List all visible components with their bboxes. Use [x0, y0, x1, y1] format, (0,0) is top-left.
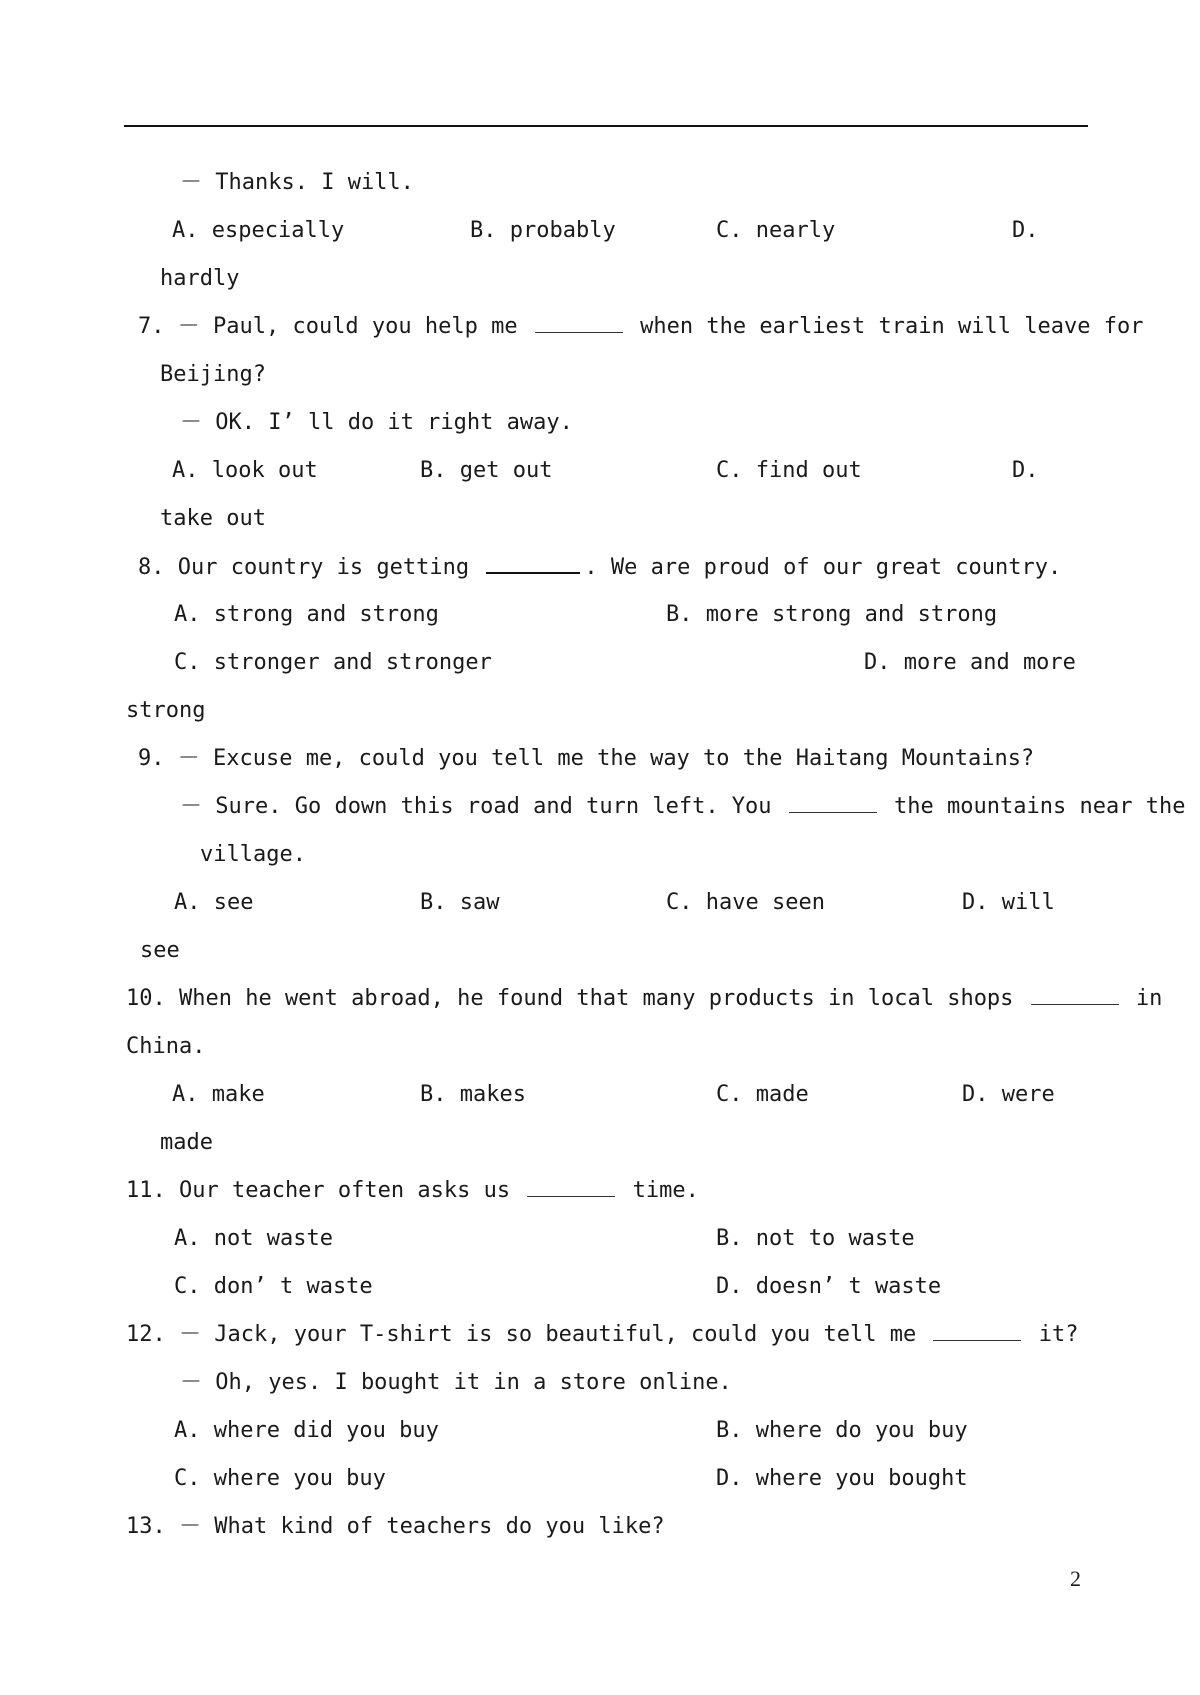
q12-option-b: B. where do you buy: [716, 1418, 968, 1443]
q7-option-b: B. get out: [420, 458, 553, 483]
q12-answer-blank: [933, 1320, 1021, 1341]
q7-reply: － OK. I’ ll do it right away.: [180, 410, 573, 435]
q9-option-b: B. saw: [420, 890, 500, 915]
q8-option-c: C. stronger and stronger: [174, 650, 492, 675]
q10-prompt-before: 10. When he went abroad, he found that many products in local shops: [126, 986, 1014, 1011]
q8-option-b: B. more strong and strong: [666, 602, 998, 627]
q9-reply-after: the mountains near the: [894, 794, 1186, 819]
q7-answer-blank: [535, 312, 623, 333]
q8-option-a: A. strong and strong: [174, 602, 439, 627]
q13-prompt: 13. － What kind of teachers do you like?: [126, 1514, 665, 1539]
q9-option-d: D. will: [962, 890, 1055, 915]
q11-option-b: B. not to waste: [716, 1226, 915, 1251]
q11-prompt-after: time.: [632, 1178, 699, 1203]
q9-option-c: C. have seen: [666, 890, 825, 915]
q10-option-b: B. makes: [420, 1082, 526, 1107]
q6-option-c: C. nearly: [716, 218, 836, 243]
q12-option-c: C. where you buy: [174, 1466, 386, 1491]
q6-option-a: A. especially: [172, 218, 345, 243]
q11-option-c: C. don’ t waste: [174, 1274, 373, 1299]
q8-prompt-before: 8. Our country is getting: [138, 555, 470, 580]
q9-reply: [180, 792, 1185, 822]
q10-option-d: D. were: [962, 1082, 1055, 1107]
q7-option-d-wrap: take out: [160, 506, 266, 531]
q7-option-c: C. find out: [716, 458, 862, 483]
q12-prompt: [126, 1320, 1078, 1350]
q12-option-d: D. where you bought: [716, 1466, 968, 1491]
q8-option-d-wrap: strong: [126, 698, 206, 723]
q7-prompt: [138, 312, 1143, 342]
page-number: 2: [1070, 1566, 1081, 1591]
q12-reply: － Oh, yes. I bought it in a store online.: [180, 1370, 732, 1395]
q7-option-d: D.: [1012, 458, 1039, 483]
q6-option-b: B. probably: [470, 218, 616, 243]
q12-option-a: A. where did you buy: [174, 1418, 439, 1443]
q11-answer-blank: [527, 1176, 615, 1197]
q10-option-c: C. made: [716, 1082, 809, 1107]
q6-option-d: D.: [1012, 218, 1039, 243]
q10-option-a: A. make: [172, 1082, 265, 1107]
q11-option-d: D. doesn’ t waste: [716, 1274, 942, 1299]
q9-prompt: 9. － Excuse me, could you tell me the way to the Haitang Mountains?: [138, 746, 1035, 771]
q8-answer-blank: [486, 552, 580, 574]
q9-option-d-wrap: see: [140, 938, 180, 963]
q8-prompt-after: . We are proud of our great country.: [584, 555, 1062, 580]
q7-prompt-after: when the earliest train will leave for: [640, 314, 1144, 339]
q9-reply-before: － Sure. Go down this road and turn left. You: [180, 794, 772, 819]
q11-prompt-before: 11. Our teacher often asks us: [126, 1178, 511, 1203]
q12-prompt-after: it?: [1038, 1322, 1079, 1347]
q10-option-d-wrap: made: [160, 1130, 213, 1155]
q9-reply-wrap: village.: [200, 842, 306, 867]
q8-option-d: D. more and more: [864, 650, 1076, 675]
q10-prompt-after: in: [1135, 986, 1163, 1011]
q6-option-d-wrap: hardly: [160, 266, 240, 291]
q7-prompt-wrap: Beijing?: [160, 362, 266, 387]
q12-prompt-before: 12. － Jack, your T-shirt is so beautiful, could you tell me: [126, 1322, 917, 1347]
q11-option-a: A. not waste: [174, 1226, 333, 1251]
q10-prompt-wrap: China.: [126, 1034, 206, 1059]
q6-reply: － Thanks. I will.: [180, 170, 414, 195]
q9-option-a: A. see: [174, 890, 254, 915]
q11-prompt: [126, 1176, 699, 1206]
q7-option-a: A. look out: [172, 458, 318, 483]
q7-prompt-before: 7. － Paul, could you help me: [138, 314, 518, 339]
header-rule: [124, 125, 1088, 127]
q10-prompt: [126, 984, 1162, 1014]
q10-answer-blank: [1031, 984, 1119, 1005]
q9-answer-blank: [789, 792, 877, 813]
q8-prompt: [138, 552, 1061, 583]
